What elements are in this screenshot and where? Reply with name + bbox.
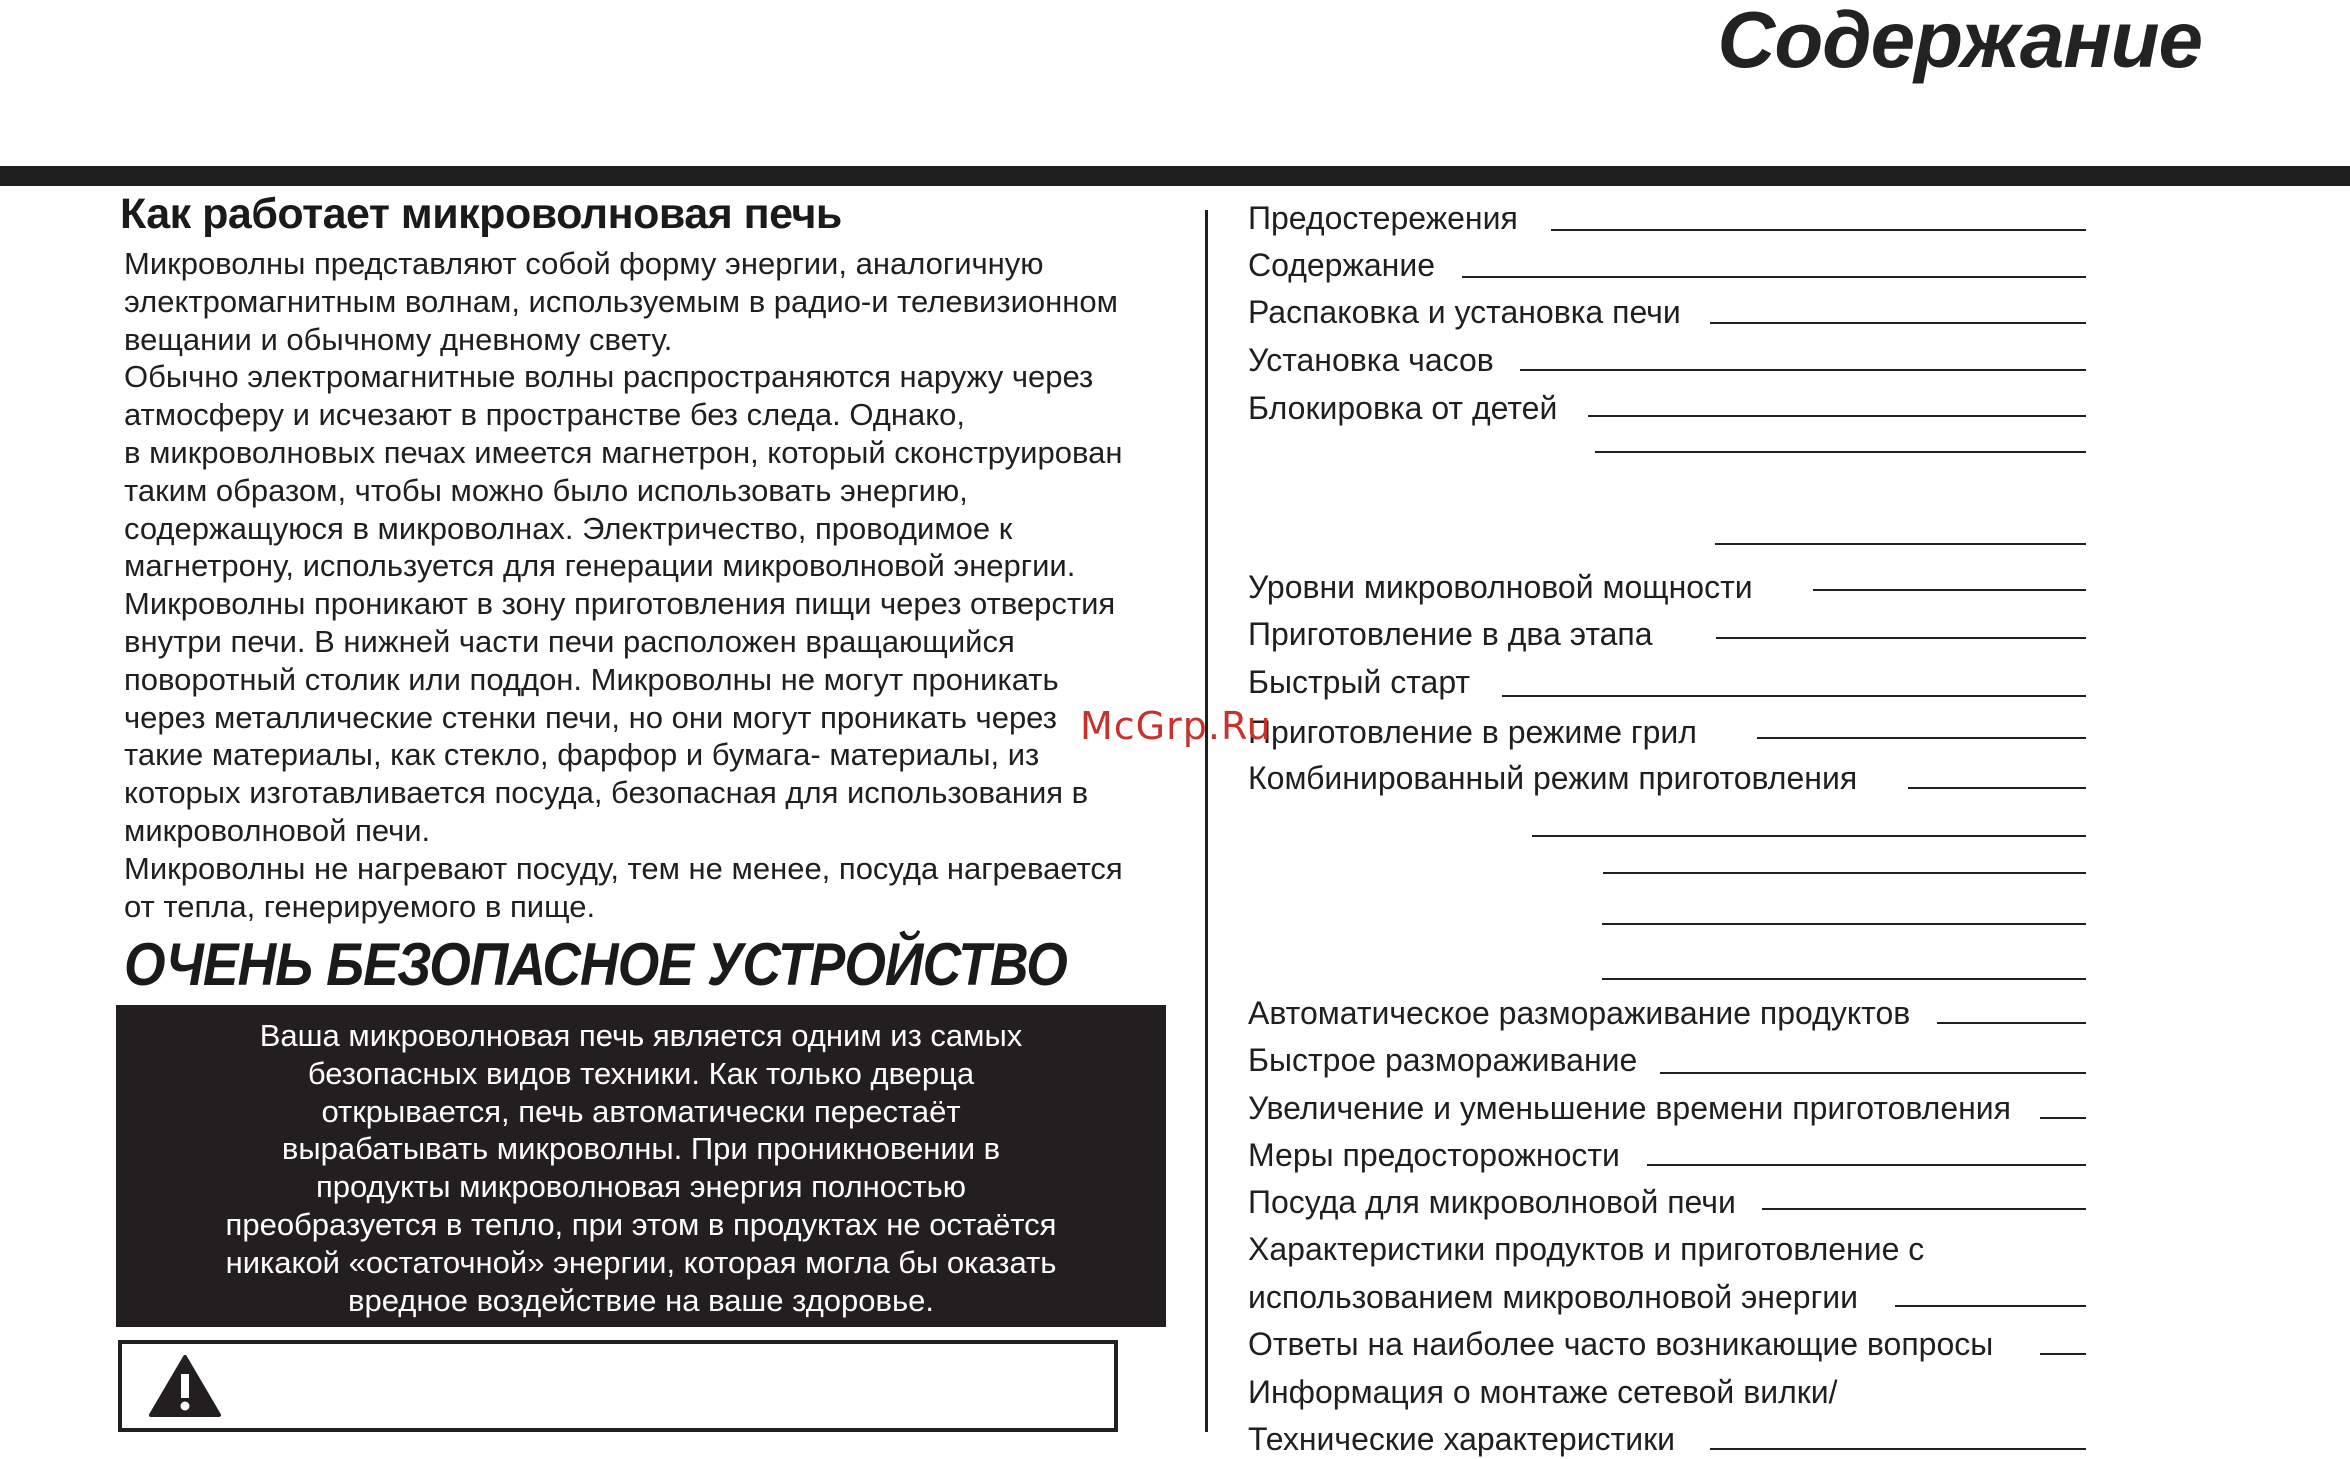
safety-notice-box bbox=[116, 1005, 1166, 1327]
toc-item[interactable]: Комбинированный режим приготовления bbox=[1248, 760, 1858, 796]
toc-item[interactable]: Быстрое размораживание bbox=[1248, 1042, 1638, 1078]
toc-item[interactable]: Приготовление в режиме грил bbox=[1248, 714, 1697, 750]
toc-item[interactable]: Блокировка от детей bbox=[1248, 390, 1558, 426]
toc-leader-line bbox=[1710, 1448, 2086, 1450]
paragraph-line: поворотный столик или поддон. Микроволны не могут проникать bbox=[124, 661, 1059, 697]
paragraph-line: от тепла, генерируемого в пище. bbox=[124, 888, 596, 924]
toc-leader-line bbox=[2040, 1117, 2086, 1119]
paragraph-line: электромагнитным волнам, используемым в радио-и телевизионном bbox=[124, 283, 1118, 319]
toc-item[interactable]: Характеристики продуктов и приготовление с bbox=[1248, 1231, 1925, 1267]
toc-leader-line bbox=[1937, 1022, 2086, 1024]
toc-item[interactable]: Содержание bbox=[1248, 247, 1436, 283]
toc-leader-line bbox=[1895, 1305, 2086, 1307]
toc-leader-line bbox=[1595, 451, 2086, 453]
toc-leader-line bbox=[1603, 872, 2086, 874]
safety-line: Ваша микроволновая печь является одним из самых bbox=[259, 1018, 1023, 1053]
warning-box bbox=[118, 1340, 1118, 1432]
watermark: McGrp.Ru bbox=[1080, 704, 1272, 748]
toc-item[interactable]: Быстрый старт bbox=[1248, 664, 1471, 700]
paragraph-line: такие материалы, как стекло, фарфор и бумага- материалы, из bbox=[124, 737, 1040, 773]
toc-leader-line bbox=[1762, 1208, 2086, 1210]
safety-line: никакой «остаточной» энергии, которая могла бы оказать bbox=[225, 1244, 1057, 1280]
toc-leader-line bbox=[1520, 369, 2086, 371]
paragraph-line: внутри печи. В нижней части печи расположен вращающийся bbox=[124, 623, 1015, 659]
toc-leader-line bbox=[1813, 589, 2086, 591]
safety-line: безопасных видов техники. Как только дверца bbox=[307, 1055, 975, 1091]
toc-item[interactable]: Приготовление в два этапа bbox=[1248, 616, 1653, 652]
toc-leader-line bbox=[1715, 543, 2086, 545]
toc-item[interactable]: использованием микроволновой энергии bbox=[1248, 1279, 1858, 1315]
safety-line: вредное воздействие на ваше здоровье. bbox=[348, 1282, 934, 1318]
paragraph-line: Микроволны не нагревают посуду, тем не менее, посуда нагревается bbox=[124, 850, 1123, 886]
paragraph-line: в микроволновых печах имеется магнетрон, который сконструирован bbox=[124, 434, 1123, 470]
toc-leader-line bbox=[1908, 787, 2086, 789]
toc-leader-line bbox=[1532, 835, 2086, 837]
left-column bbox=[120, 190, 1180, 925]
paragraph-line: содержащуюся в микроволнах. Электричество, проводимое к bbox=[124, 510, 1013, 546]
paragraph-line: которых изготавливается посуда, безопасная для использования в bbox=[124, 775, 1089, 811]
safety-line: вырабатывать микроволны. При проникновении в bbox=[281, 1131, 1001, 1167]
safety-line: открывается, печь автоматически перестаёт bbox=[321, 1093, 961, 1129]
page-title: Содержание bbox=[1717, 0, 2202, 84]
paragraph-line: магнетрону, используется для генерации микроволновой энергии. bbox=[124, 548, 1076, 584]
paragraph-line: Микроволны представляют собой форму энергии, аналогичную bbox=[124, 246, 1044, 281]
safety-line: продукты микроволновая энергия полностью bbox=[315, 1169, 967, 1205]
paragraph-line: таким образом, чтобы можно было использовать энергию, bbox=[124, 472, 968, 508]
paragraph-line: атмосферу и исчезают в пространстве без следа. Однако, bbox=[124, 397, 965, 433]
toc-item[interactable]: Посуда для микроволновой печи bbox=[1248, 1184, 1736, 1220]
paragraph-line: вещании и обычному дневному свету. bbox=[124, 321, 673, 357]
toc-leader-line bbox=[1716, 637, 2086, 639]
toc-leader-line bbox=[1588, 415, 2086, 417]
toc-item[interactable]: Увеличение и уменьшение времени приготовления bbox=[1248, 1090, 2011, 1126]
toc-item[interactable]: Уровни микроволновой мощности bbox=[1248, 569, 1753, 605]
safety-line: преобразуется в тепло, при этом в продуктах не остаётся bbox=[225, 1206, 1057, 1242]
toc-leader-line bbox=[1710, 322, 2086, 324]
toc-leader-line bbox=[2040, 1353, 2086, 1355]
paragraph-line: Микроволны проникают в зону приготовления пищи через отверстия bbox=[124, 586, 1116, 622]
toc-item[interactable]: Ответы на наиболее часто возникающие вопросы bbox=[1248, 1326, 1994, 1362]
section-heading: Как работает микроволновая печь bbox=[120, 190, 842, 238]
toc-leader-line bbox=[1551, 229, 2086, 231]
toc-item[interactable]: Автоматическое размораживание продуктов bbox=[1248, 995, 1911, 1031]
toc-item[interactable]: Информация о монтаже сетевой вилки/ bbox=[1248, 1374, 1838, 1410]
toc-leader-line bbox=[1462, 276, 2086, 278]
toc-leader-line bbox=[1660, 1072, 2086, 1074]
toc-item[interactable]: Установка часов bbox=[1248, 342, 1494, 378]
paragraph-line: через металлические стенки печи, но они могут проникать через bbox=[124, 699, 1057, 735]
safety-heading: ОЧЕНЬ БЕЗОПАСНОЕ УСТРОЙСТВО bbox=[124, 931, 1067, 998]
paragraph-line: Обычно электромагнитные волны распространяются наружу через bbox=[124, 359, 1094, 395]
toc-item[interactable]: Технические характеристики bbox=[1248, 1421, 1675, 1457]
toc-leader-line bbox=[1502, 695, 2086, 697]
toc-item[interactable]: Распаковка и установка печи bbox=[1248, 294, 1681, 330]
toc-item[interactable]: Меры предосторожности bbox=[1248, 1137, 1620, 1173]
toc-item[interactable]: Предостережения bbox=[1248, 200, 1518, 236]
warning-icon bbox=[148, 1354, 222, 1418]
toc-leader-line bbox=[1757, 737, 2086, 739]
toc-leader-line bbox=[1602, 923, 2086, 925]
column-divider bbox=[1205, 210, 1208, 1432]
safety-text bbox=[116, 1005, 1166, 1319]
intro-paragraph bbox=[124, 245, 1180, 925]
paragraph-line: микроволновой печи. bbox=[124, 812, 431, 848]
toc-leader-line bbox=[1647, 1164, 2086, 1166]
toc-leader-line bbox=[1602, 978, 2086, 980]
header-rule bbox=[0, 166, 2350, 186]
